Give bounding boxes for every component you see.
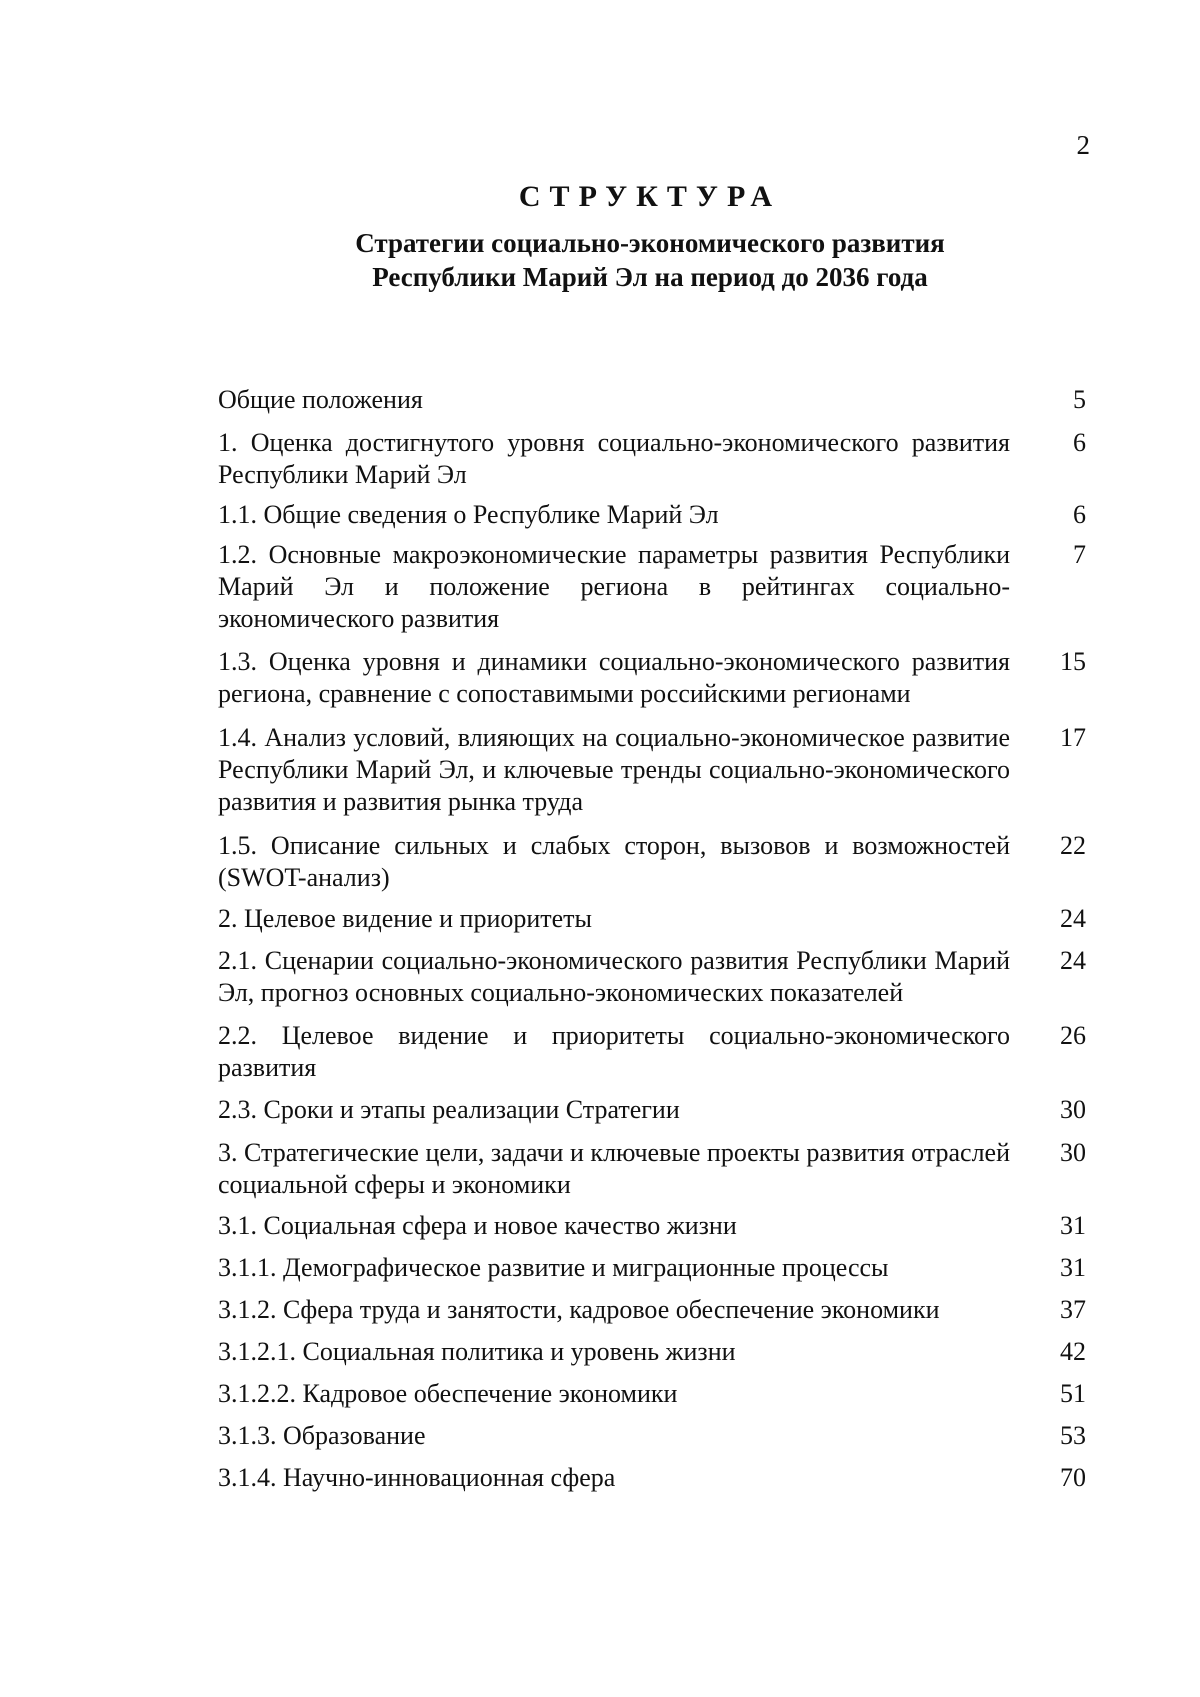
document-title: СТРУКТУРА <box>518 180 782 213</box>
document-subtitle <box>0 226 1200 294</box>
toc-entry <box>218 903 1086 935</box>
toc-entry-title: 1.4. Анализ условий, влияющих на социально-экономическое развитие Республики Марий Эл, и ключевые тренды социально-экономического развития и развития рынка труда <box>218 723 1010 816</box>
toc-entry-page: 7 <box>1073 540 1086 569</box>
toc-entry <box>218 427 1086 491</box>
toc-entry-page: 6 <box>1073 500 1086 529</box>
toc-entry-title: 2.1. Сценарии социально-экономического развития Республики Марий Эл, прогноз основных социально-экономических показателей <box>218 946 1010 1007</box>
toc-entry-page: 24 <box>1060 946 1086 975</box>
toc-entry-page: 51 <box>1060 1379 1086 1408</box>
toc-entry <box>218 646 1086 710</box>
toc-entry-page: 31 <box>1060 1211 1086 1240</box>
toc-entry <box>218 384 1086 416</box>
toc-entry-title: 3.1.1. Демографическое развитие и миграционные процессы <box>218 1253 889 1282</box>
toc-entry-page: 53 <box>1060 1421 1086 1450</box>
page-number: 2 <box>1076 130 1090 160</box>
toc-entry <box>218 499 1086 531</box>
toc-entry-title: 1.1. Общие сведения о Республике Марий Эл <box>218 500 719 529</box>
toc-entry-title: 3.1.3. Образование <box>218 1421 426 1450</box>
toc-entry <box>218 1210 1086 1242</box>
toc-entry-title: 3.1.4. Научно-инновационная сфера <box>218 1463 616 1492</box>
toc-entry-page: 70 <box>1060 1463 1086 1492</box>
toc-entry-page: 17 <box>1060 723 1086 752</box>
toc-entry <box>218 722 1086 818</box>
subtitle-line-2: Республики Марий Эл на период до 2036 года <box>372 262 928 292</box>
toc-entry-page: 24 <box>1060 904 1086 933</box>
toc-entry-page: 5 <box>1073 385 1086 414</box>
toc-entry <box>218 945 1086 1009</box>
toc-entry-title: 2.3. Сроки и этапы реализации Стратегии <box>218 1095 680 1124</box>
toc-entry-title: 3.1. Социальная сфера и новое качество жизни <box>218 1211 737 1240</box>
toc-entry <box>218 1094 1086 1126</box>
toc-entry <box>218 1137 1086 1201</box>
toc-entry <box>218 1420 1086 1452</box>
toc-entry-title: 1.3. Оценка уровня и динамики социально-экономического развития региона, сравнение с сопоставимыми российскими регионами <box>218 647 1010 708</box>
toc-entry-title: 1.2. Основные макроэкономические параметры развития Республики Марий Эл и положение региона в рейтингах социально-экономического развития <box>218 540 1010 633</box>
toc-entry-page: 30 <box>1060 1138 1086 1167</box>
toc-entry-title: 2.2. Целевое видение и приоритеты социально-экономического развития <box>218 1021 1010 1082</box>
toc-entry <box>218 1336 1086 1368</box>
subtitle-line-1: Стратегии социально-экономического развития <box>355 228 945 258</box>
toc-entry-page: 6 <box>1073 428 1086 457</box>
toc-entry-page: 22 <box>1060 831 1086 860</box>
toc-entry-page: 15 <box>1060 647 1086 676</box>
toc-entry-title: 1.5. Описание сильных и слабых сторон, вызовов и возможностей (SWOT-анализ) <box>218 831 1010 892</box>
toc-entry <box>218 539 1086 635</box>
toc-entry-title: 3.1.2. Сфера труда и занятости, кадровое обеспечение экономики <box>218 1295 940 1324</box>
toc-entry <box>218 1252 1086 1284</box>
toc-entry-title: 3.1.2.2. Кадровое обеспечение экономики <box>218 1379 678 1408</box>
toc-entry-title: Общие положения <box>218 385 423 414</box>
toc-entry-title: 3.1.2.1. Социальная политика и уровень жизни <box>218 1337 736 1366</box>
toc-entry-page: 37 <box>1060 1295 1086 1324</box>
toc-entry-page: 42 <box>1060 1337 1086 1366</box>
toc-entry-title: 3. Стратегические цели, задачи и ключевые проекты развития отраслей социальной сферы и экономики <box>218 1138 1010 1199</box>
table-of-contents <box>218 384 1086 1494</box>
toc-entry-page: 30 <box>1060 1095 1086 1124</box>
toc-entry <box>218 1462 1086 1494</box>
toc-entry <box>218 1020 1086 1084</box>
toc-entry-title: 1. Оценка достигнутого уровня социально-экономического развития Республики Марий Эл <box>218 428 1010 489</box>
toc-entry <box>218 830 1086 894</box>
toc-entry <box>218 1378 1086 1410</box>
toc-entry-page: 26 <box>1060 1021 1086 1050</box>
toc-entry <box>218 1294 1086 1326</box>
toc-entry-page: 31 <box>1060 1253 1086 1282</box>
toc-entry-title: 2. Целевое видение и приоритеты <box>218 904 593 933</box>
